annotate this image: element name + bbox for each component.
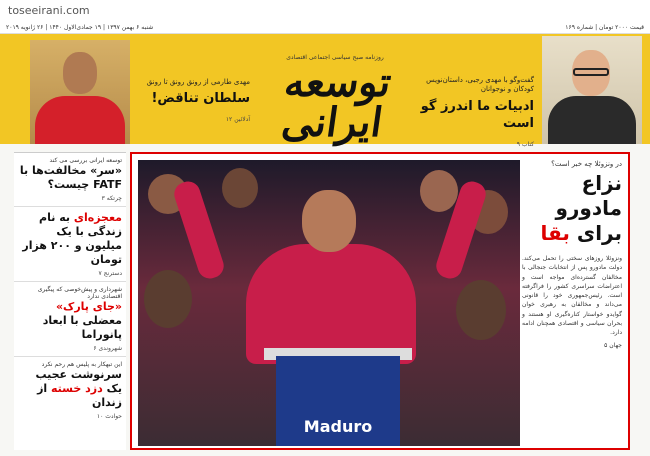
story-kicker: در ونزوئلا چه خبر است؟ — [551, 160, 622, 168]
sidebar-item[interactable]: توسعه ایرانی بررسی می کند «سر» مخالفت‌ها با FATF چیست؟ چرتکه ۳ — [14, 153, 126, 207]
podium-logo: Maduro — [303, 417, 373, 436]
author-photo — [542, 36, 642, 144]
tagline: روزنامه صبح سیاسی اجتماعی اقتصادی — [286, 54, 384, 61]
story-ref: جهان ۵ — [604, 341, 622, 349]
teaser-right[interactable] — [404, 76, 534, 148]
footballer-photo — [30, 40, 130, 144]
date-line: شنبه ۶ بهمن ۱۳۹۷ | ۱۹ جمادی‌الاول ۱۴۴۰ | ۲۶ ژانویه ۲۰۱۹ — [6, 24, 154, 31]
teaser-left[interactable] — [140, 78, 250, 123]
story-text — [522, 160, 622, 349]
podium — [276, 356, 400, 446]
maduro-photo — [138, 160, 520, 446]
story-headline: نزاع مادورو برای بقا — [540, 171, 622, 245]
teaser-right-ref: کتاب ۹ — [516, 140, 534, 148]
teaser-left-ref: آدلائین ۱۲ — [225, 116, 250, 124]
teaser-right-kicker: گفت‌وگو با مهدی رجبی، داستان‌نویس کودکان و نوجوانان — [426, 76, 534, 94]
website: toseeirani.com — [8, 4, 90, 17]
price-issue: قیمت ۲۰۰۰ تومان | شماره ۱۶۹ — [565, 24, 644, 31]
sidebar-item[interactable]: شهرداری و پیش‌خوصی که پیگیری اقتصادی ندارد «جای پارک» معضلی با ابعاد پانوراما شهروندی ۶ — [14, 282, 126, 357]
sidebar-item[interactable]: معجزه‌ای به نام زندگی با یک میلیون و ۲۰۰ هزار تومان دسترنج ۷ — [14, 207, 126, 282]
sidebar-item[interactable]: این تبهکار به پلیس هم رحم نکرد سرنوشت عجیب یک دزد خسته از زندان حوادث ۱۰ — [35, 360, 122, 420]
sidebar — [14, 152, 126, 450]
teaser-left-kicker: مهدی طارمی از رونق رونق تا رونق — [146, 78, 250, 86]
teaser-left-headline: سلطان تناقض! — [151, 91, 250, 107]
story-body: ونزوئلا روزهای سختی را تحمل می‌کند. دولت مادورو پس از انتخابات جنجالی با مخالفان گسترده‌ای مواجه است و اعتراضات سراسری کشور را فراگرفته است. رئیس‌جمهوری خود را قانونی می‌داند و مخالفان به رهبری خوان گوایدو خواستار کناره‌گیری او هستند و بحران سیاسی و اقتصادی همچنان ادامه دارد. — [522, 255, 622, 337]
logo — [250, 54, 420, 146]
teaser-right-headline: ادبیات ما اندرز گو است — [420, 98, 534, 131]
top-strip — [0, 0, 650, 34]
logo-text: توسعه ایرانی — [279, 59, 395, 146]
lead-story[interactable] — [130, 152, 630, 450]
